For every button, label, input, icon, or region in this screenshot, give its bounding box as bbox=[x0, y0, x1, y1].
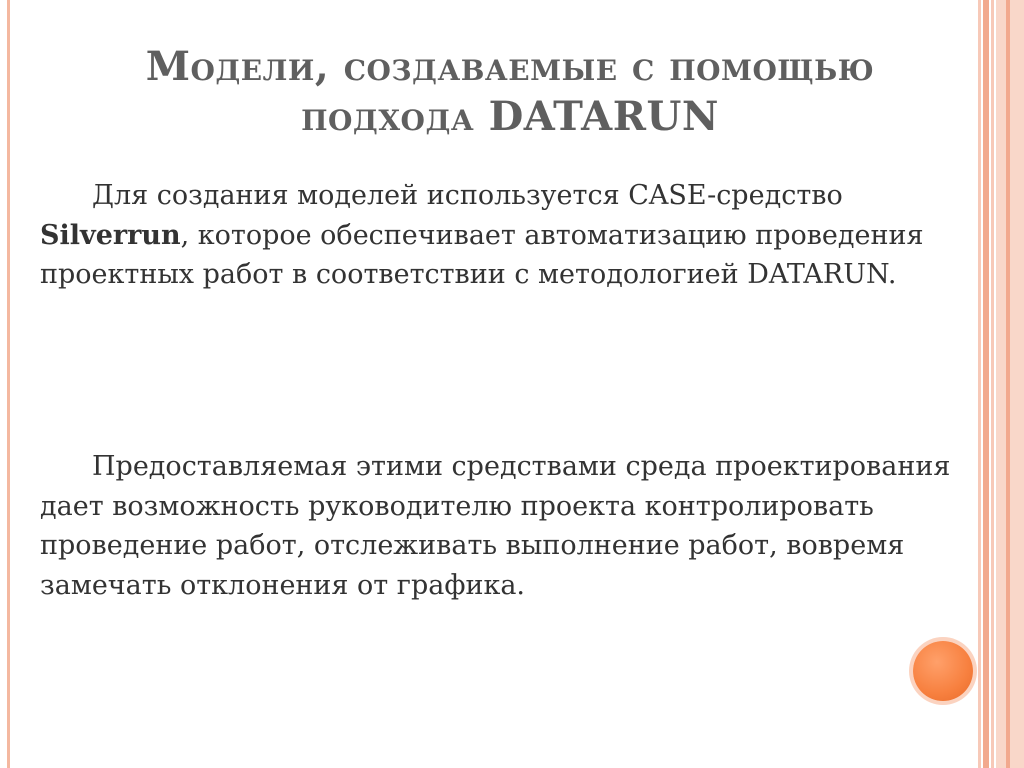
title-line-1: Модели, создаваемые с помощью bbox=[145, 43, 875, 90]
right-stripe bbox=[991, 0, 994, 768]
right-stripe bbox=[1006, 0, 1010, 768]
title-line-2: подхода DATARUN bbox=[301, 93, 719, 140]
right-stripe bbox=[983, 0, 989, 768]
paragraph-1 bbox=[40, 176, 975, 295]
silverrun-term: Silverrun bbox=[40, 219, 181, 251]
slide-title bbox=[60, 42, 960, 142]
right-stripe bbox=[978, 0, 981, 768]
left-accent-line bbox=[7, 0, 10, 768]
paragraph-1-text-before: Для создания моделей используется CASE-средство bbox=[92, 180, 843, 211]
right-stripe bbox=[996, 0, 1024, 768]
orange-circle-decoration bbox=[913, 641, 973, 701]
paragraph-1-text-after: , которое обеспечивает автоматизацию проведения проектных работ в соответствии с методологией DATARUN. bbox=[40, 219, 924, 290]
paragraph-2: Предоставляемая этими средствами среда проектирования дает возможность руководителю проекта контролировать проведение работ, отслеживать выполнение работ, вовремя замечать отклонения от графика. bbox=[40, 451, 951, 601]
